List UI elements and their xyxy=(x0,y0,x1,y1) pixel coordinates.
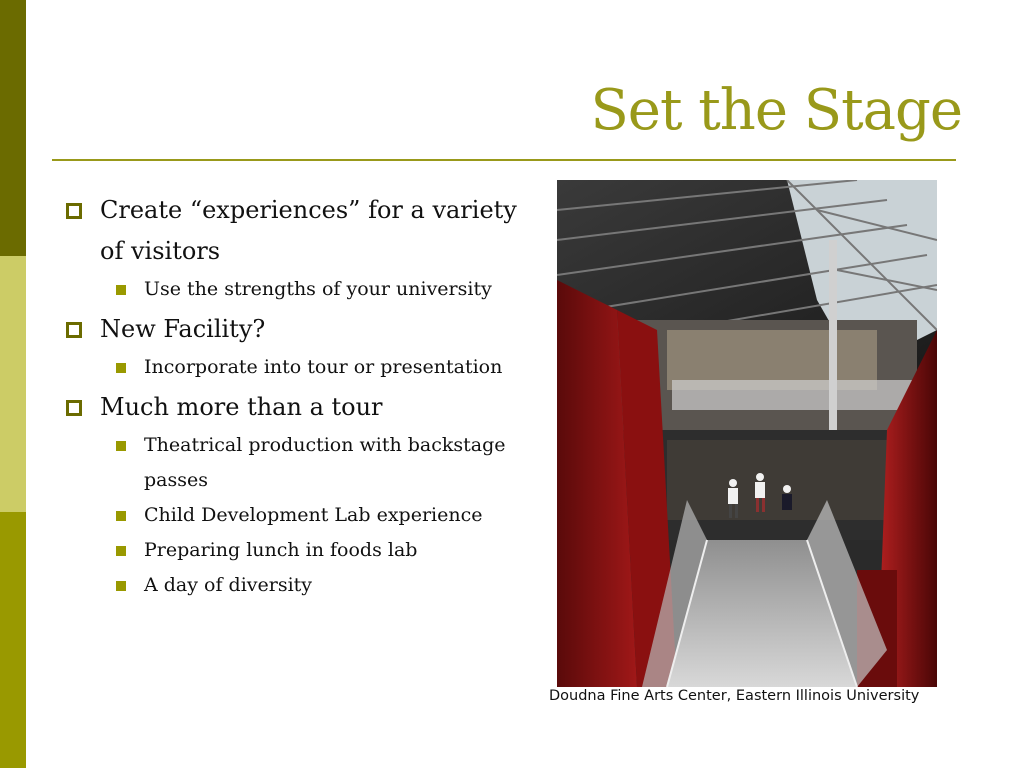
bullet-item xyxy=(60,309,540,350)
sub-bullet-text: Theatrical production with backstage passes xyxy=(144,434,506,491)
slide-title: Set the Stage xyxy=(590,78,962,143)
sub-bullet-item xyxy=(60,498,540,533)
sub-bullet-item xyxy=(60,350,540,385)
photo-caption: Doudna Fine Arts Center, Eastern Illinois University xyxy=(549,688,920,704)
hollow-square-bullet-icon xyxy=(66,322,82,338)
sub-bullet-text: Incorporate into tour or presentation xyxy=(144,356,503,378)
bullet-text: New Facility? xyxy=(100,315,266,343)
decorative-sidebar xyxy=(0,0,26,768)
sub-bullet-item xyxy=(60,428,540,498)
sub-bullet-text: Preparing lunch in foods lab xyxy=(144,539,418,561)
atrium-photo-illustration xyxy=(557,180,937,687)
sub-bullet-text: A day of diversity xyxy=(144,574,313,596)
sidebar-band-dark xyxy=(0,0,26,256)
bullet-item xyxy=(60,190,540,272)
bullet-text: Create “experiences” for a variety of visitors xyxy=(100,196,517,265)
sub-bullet-item xyxy=(60,533,540,568)
filled-square-bullet-icon xyxy=(116,511,126,521)
sidebar-band-light xyxy=(0,256,26,512)
sub-bullet-item xyxy=(60,568,540,603)
filled-square-bullet-icon xyxy=(116,581,126,591)
atrium-photo xyxy=(557,180,937,687)
hollow-square-bullet-icon xyxy=(66,203,82,219)
filled-square-bullet-icon xyxy=(116,441,126,451)
filled-square-bullet-icon xyxy=(116,363,126,373)
title-divider xyxy=(52,159,956,161)
filled-square-bullet-icon xyxy=(116,285,126,295)
sub-bullet-text: Child Development Lab experience xyxy=(144,504,483,526)
bullet-list xyxy=(60,190,540,603)
sub-bullet-text: Use the strengths of your university xyxy=(144,278,492,300)
hollow-square-bullet-icon xyxy=(66,400,82,416)
bullet-text: Much more than a tour xyxy=(100,393,383,421)
bullet-item xyxy=(60,387,540,428)
sidebar-band-mid xyxy=(0,512,26,768)
filled-square-bullet-icon xyxy=(116,546,126,556)
sub-bullet-item xyxy=(60,272,540,307)
